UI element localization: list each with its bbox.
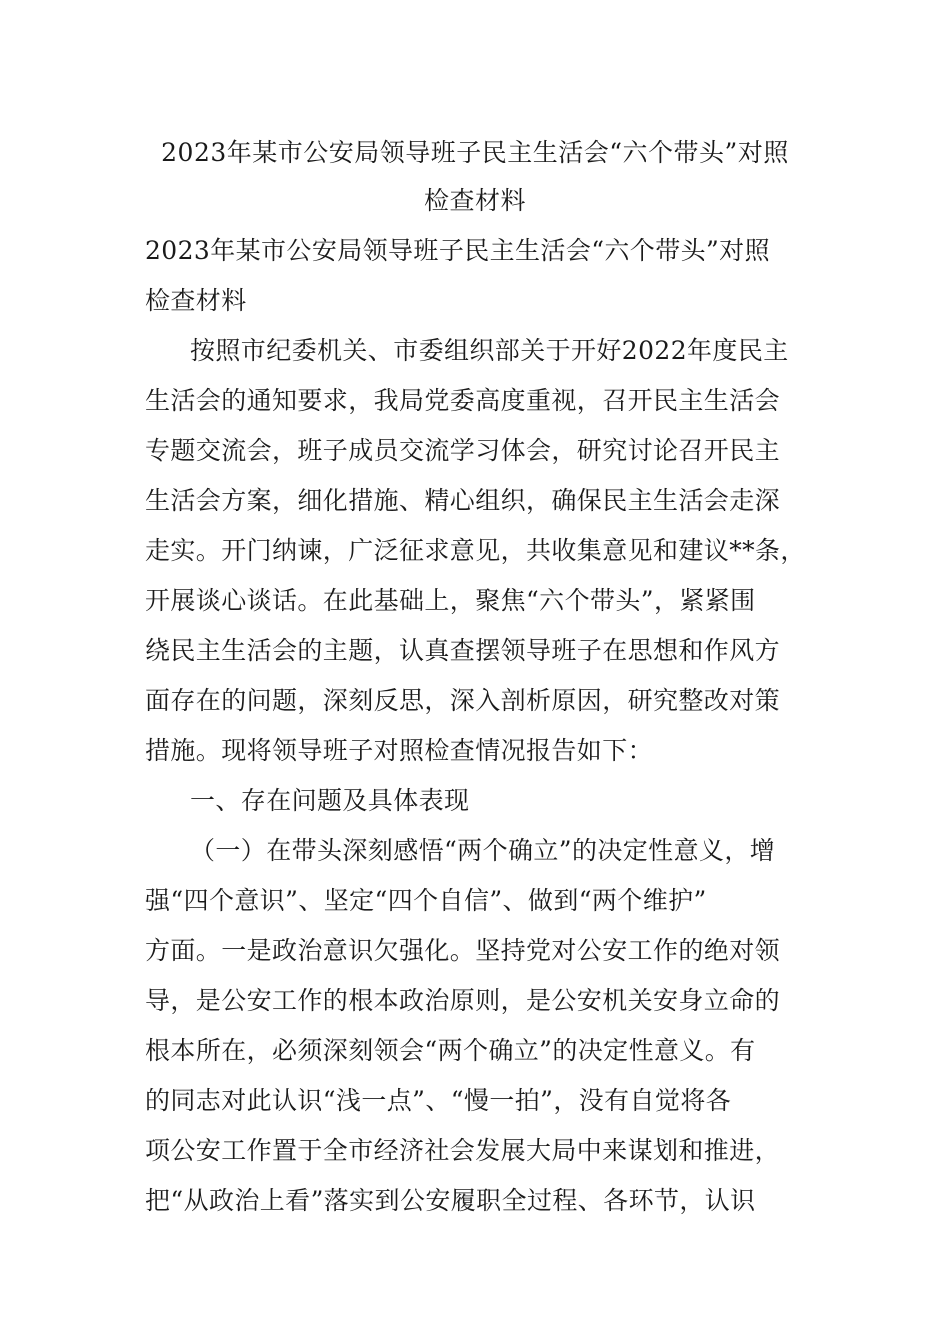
body-line: 导，是公安工作的根本政治原则，是公安机关安身立命的 bbox=[145, 986, 781, 1015]
body-line: 根本所在，必须深刻领会“两个确立”的决定性意义。有 bbox=[145, 1036, 756, 1065]
body-line: 的同志对此认识“浅一点”、“慢一拍”，没有自觉将各 bbox=[145, 1086, 732, 1115]
body-line: 走实。开门纳谏，广泛征求意见，共收集意见和建议**条， bbox=[145, 536, 806, 565]
body-line: 检查材料 bbox=[145, 286, 247, 315]
body-line: 方面。一是政治意识欠强化。坚持党对公安工作的绝对领 bbox=[145, 936, 781, 965]
body-line: 强“四个意识”、坚定“四个自信”、做到“两个维护” bbox=[145, 886, 707, 915]
body-line: 措施。现将领导班子对照检查情况报告如下： bbox=[145, 736, 654, 765]
body-line: 专题交流会，班子成员交流学习体会，研究讨论召开民主 bbox=[145, 436, 781, 465]
body-line: 项公安工作置于全市经济社会发展大局中来谋划和推进， bbox=[145, 1136, 781, 1165]
body-line: 2023年某市公安局领导班子民主生活会“六个带头”对照 bbox=[145, 236, 770, 265]
body-line: 生活会方案，细化措施、精心组织，确保民主生活会走深 bbox=[145, 486, 781, 515]
body-line: 面存在的问题，深刻反思，深入剖析原因，研究整改对策 bbox=[145, 686, 781, 715]
body-line: 生活会的通知要求，我局党委高度重视，召开民主生活会 bbox=[145, 386, 781, 415]
body-line: 开展谈心谈话。在此基础上，聚焦“六个带头”，紧紧围 bbox=[145, 586, 756, 615]
body-line: 把“从政治上看”落实到公安履职全过程、各环节，认识 bbox=[145, 1186, 756, 1215]
paragraph-first-line: 按照市纪委机关、市委组织部关于开好2022年度民主 bbox=[190, 336, 789, 365]
section-heading: 一、存在问题及具体表现 bbox=[190, 786, 470, 815]
document-title-line-1: 2023年某市公安局领导班子民主生活会“六个带头”对照 bbox=[161, 138, 789, 167]
body-line: 绕民主生活会的主题，认真查摆领导班子在思想和作风方 bbox=[145, 636, 781, 665]
document-title-line-2: 检查材料 bbox=[423, 186, 526, 215]
subsection-first-line: （一）在带头深刻感悟“两个确立”的决定性意义，增 bbox=[190, 836, 776, 865]
